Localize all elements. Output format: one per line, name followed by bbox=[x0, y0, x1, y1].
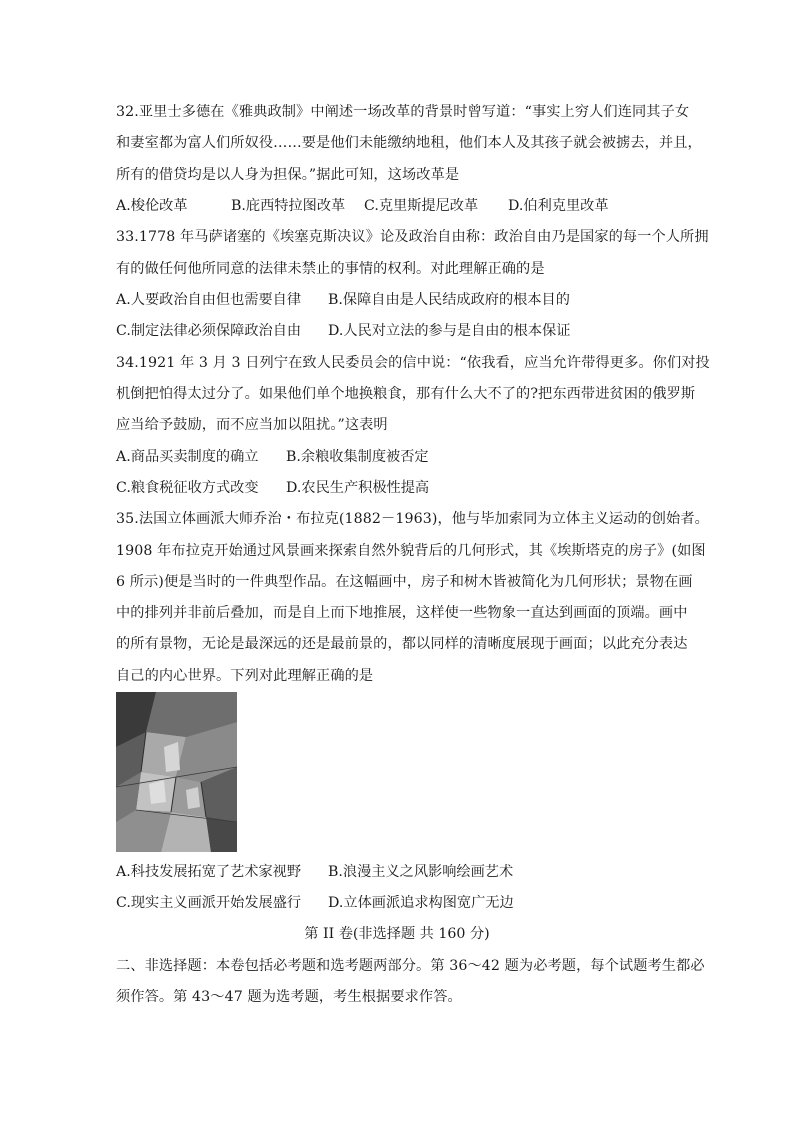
q33-option-a[interactable]: A.人要政治自由但也需要自律 bbox=[116, 292, 302, 308]
q33-options-row-2 bbox=[116, 321, 716, 341]
painting-figure bbox=[116, 692, 237, 852]
q32-text-line-1: 32.亚里士多德在《雅典政制》中阐述一场改革的背景时曾写道：“事实上穷人们连同其子女 bbox=[116, 104, 690, 120]
q34-option-c[interactable]: C.粮食税征收方式改变 bbox=[116, 480, 259, 496]
q35-text-line-2: 1908 年布拉克开始通过风景画来探索自然外貌背后的几何形式，其《埃斯塔克的房子》(如图 bbox=[116, 543, 706, 559]
q32-option-c[interactable]: C.克里斯提尼改革 bbox=[364, 198, 479, 214]
q33-options-row-1 bbox=[116, 290, 716, 310]
q35-text-line-4: 中的排列并非前后叠加，而是自上而下地推展，这样使一些物象一直达到画面的顶端。画中 bbox=[116, 605, 688, 621]
q33-option-d[interactable]: D.人民对立法的参与是自由的根本保证 bbox=[328, 323, 571, 339]
q35-option-b[interactable]: B.浪漫主义之风影响绘画艺术 bbox=[328, 864, 514, 880]
q32-option-d[interactable]: D.伯利克里改革 bbox=[508, 198, 609, 214]
q35-text-line-1: 35.法国立体画派大师乔治・布拉克(1882－1963)，他与毕加索同为立体主义运动的创始者。 bbox=[116, 511, 709, 527]
q34-option-a[interactable]: A.商品买卖制度的确立 bbox=[116, 449, 259, 465]
q34-options-row-1 bbox=[116, 447, 716, 467]
q35-options-row-1 bbox=[116, 862, 716, 882]
q35-text-line-3: 6 所示)便是当时的一件典型作品。在这幅画中，房子和树木皆被简化为几何形状；景物在画 bbox=[116, 574, 693, 590]
q34-options-row-2 bbox=[116, 478, 716, 498]
q35-option-c[interactable]: C.现实主义画派开始发展盛行 bbox=[116, 895, 302, 911]
q34-text-line-3: 应当给予鼓励，而不应当加以阻扰。”这表明 bbox=[116, 417, 388, 433]
q32-text-line-2: 和妻室都为富人们所奴役……要是他们未能缴纳地租，他们本人及其孩子就会被掳去，并且， bbox=[116, 135, 702, 151]
q35-option-d[interactable]: D.立体画派追求构图宽广无边 bbox=[328, 895, 514, 911]
q34-option-b[interactable]: B.余粮收集制度被否定 bbox=[286, 449, 429, 465]
q33-text-line-1: 33.1778 年马萨诸塞的《埃塞克斯决议》论及政治自由称：政治自由乃是国家的每一个人所拥 bbox=[116, 229, 709, 245]
q34-text-line-2: 机倒把怕得太过分了。如果他们单个地换粮食，那有什么大不了的?把东西带进贫困的俄罗斯 bbox=[116, 386, 696, 402]
section-2-title: 第 II 卷(非选择题 共 160 分) bbox=[304, 926, 490, 942]
q35-option-a[interactable]: A.科技发展拓宽了艺术家视野 bbox=[116, 864, 302, 880]
q34-option-d[interactable]: D.农民生产积极性提高 bbox=[286, 480, 430, 496]
q33-option-b[interactable]: B.保障自由是人民结成政府的根本目的 bbox=[328, 292, 570, 308]
q33-text-line-2: 有的做任何他所同意的法律未禁止的事情的权利。对此理解正确的是 bbox=[116, 261, 545, 277]
q35-text-line-5: 的所有景物，无论是最深远的还是最前景的，都以同样的清晰度展现于画面；以此充分表达 bbox=[116, 636, 688, 652]
q32-text-line-3: 所有的借贷均是以人身为担保。”据此可知，这场改革是 bbox=[116, 167, 460, 183]
section-2-text-line-2: 须作答。第 43～47 题为选考题，考生根据要求作答。 bbox=[116, 989, 462, 1005]
q32-option-b[interactable]: B.庇西特拉图改革 bbox=[231, 198, 346, 214]
section-2-text-line-1: 二、非选择题：本卷包括必考题和选考题两部分。第 36～42 题为必考题，每个试题考生都必 bbox=[116, 958, 705, 974]
q32-option-a[interactable]: A.梭伦改革 bbox=[116, 198, 188, 214]
q33-option-c[interactable]: C.制定法律必须保障政治自由 bbox=[116, 323, 302, 339]
q34-text-line-1: 34.1921 年 3 月 3 日列宁在致人民委员会的信中说：“依我看，应当允许带得更多。你们对投 bbox=[116, 355, 710, 371]
q32-options bbox=[116, 196, 716, 216]
q35-text-line-6: 自己的内心世界。下列对此理解正确的是 bbox=[116, 668, 374, 684]
q35-options-row-2 bbox=[116, 893, 716, 913]
cubist-painting-image bbox=[116, 692, 237, 852]
